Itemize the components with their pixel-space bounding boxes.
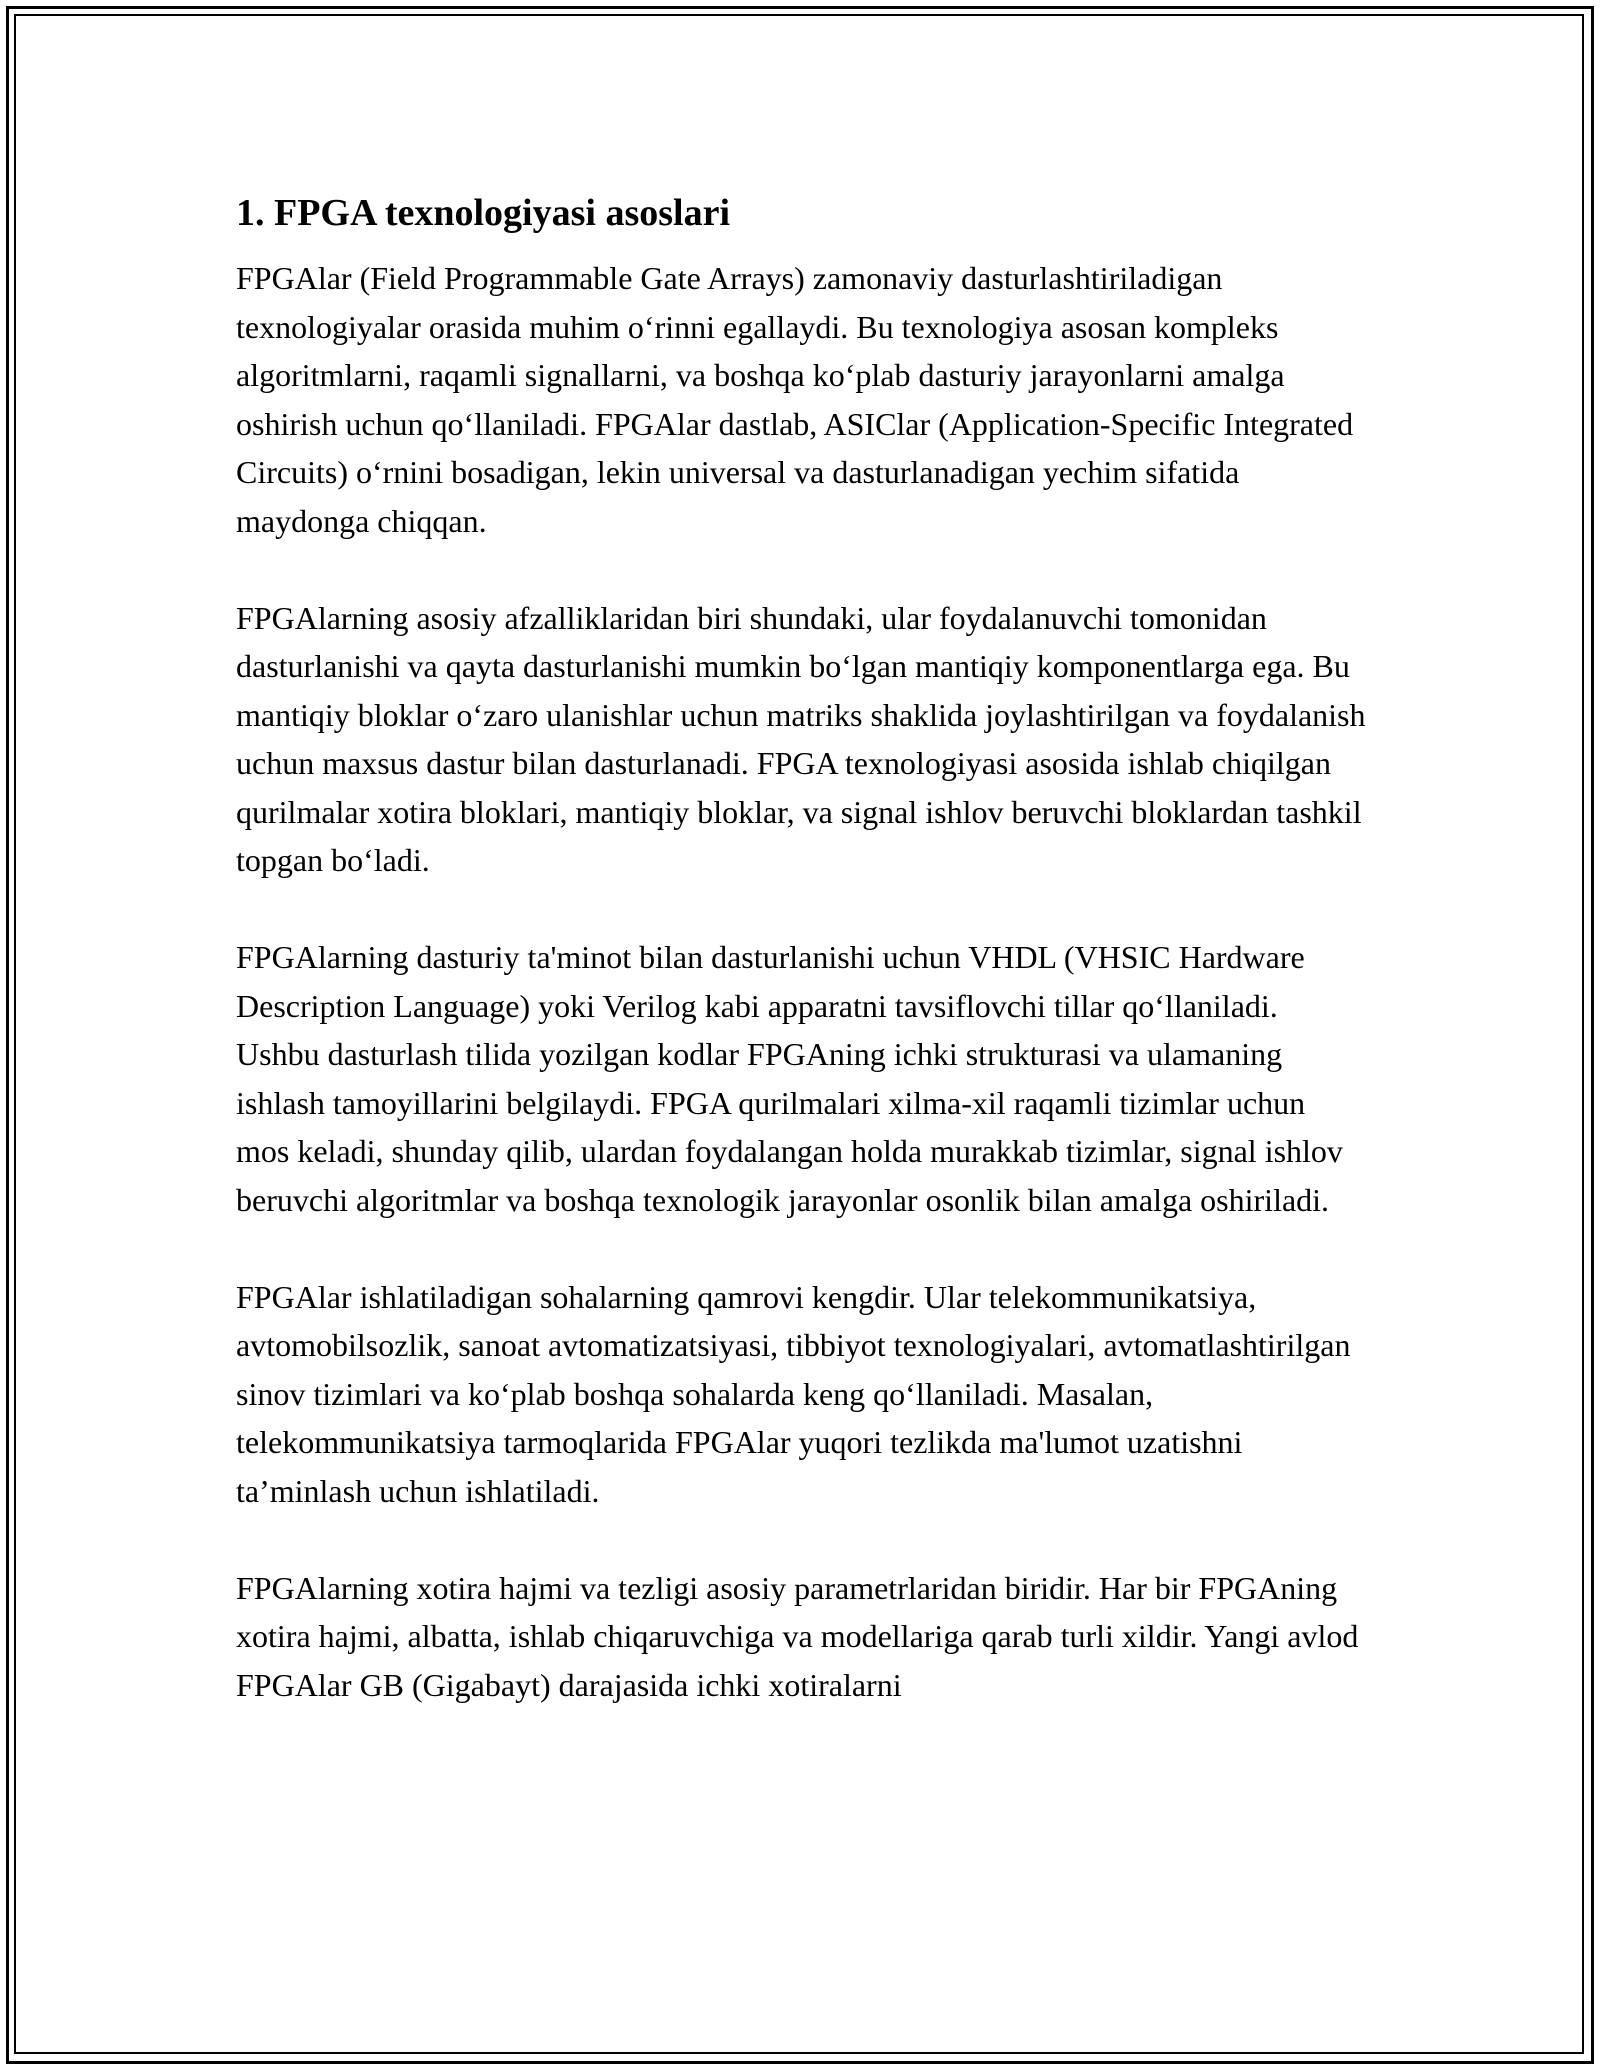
section-title: 1. FPGA texnologiyasi asoslari: [236, 192, 730, 234]
paragraph-3: FPGAlarning dasturiy ta'minot bilan dasturlanishi uchun VHDL (VHSIC Hardware Description Language) yoki Verilog kabi apparatni tavsiflovchi tillar qo‘llaniladi. Ushbu dasturlash tilida yozilgan kodlar FPGAning ichki strukturasi va ulamaning ishlash tamoyillarini belgilaydi. FPGA qurilmalari xilma-xil raqamli tizimlar uchun mos keladi, shunday qilib, ulardan foydalangan holda murakkab tizimlar, signal ishlov beruvchi algoritmlar va boshqa texnologik jarayonlar osonlik bilan amalga oshiriladi.: [236, 939, 1343, 1218]
paragraph-4: FPGAlar ishlatiladigan sohalarning qamrovi kengdir. Ular telekommunikatsiya, avtomobilsozlik, sanoat avtomatizatsiyasi, tibbiyot texnologiyalari, avtomatlashtirilgan sinov tizimlari va ko‘plab boshqa sohalarda keng qo‘llaniladi. Masalan, telekommunikatsiya tarmoqlarida FPGAlar yuqori tezlikda ma'lumot uzatishni ta’minlash uchun ishlatiladi.: [236, 1278, 1351, 1509]
paragraph-2: FPGAlarning asosiy afzalliklaridan biri shundaki, ular foydalanuvchi tomonidan dasturlanishi va qayta dasturlanishi mumkin bo‘lgan mantiqiy komponentlarga ega. Bu mantiqiy bloklar o‘zaro ulanishlar uchun matriks shaklida joylashtirilgan va foydalanish uchun maxsus dastur bilan dasturlanadi. FPGA texnologiyasi asosida ishlab chiqilgan qurilmalar xotira bloklari, mantiqiy bloklar, va signal ishlov beruvchi bloklardan tashkil topgan bo‘ladi.: [236, 599, 1366, 878]
document-body: [236, 186, 1366, 1709]
paragraph-5: FPGAlarning xotira hajmi va tezligi asosiy parametrlaridan biridir. Har bir FPGAning xotira hajmi, albatta, ishlab chiqaruvchiga va modellariga qarab turli xildir. Yangi avlod FPGAlar GB (Gigabayt) darajasida ichki xotiralarni: [236, 1569, 1359, 1703]
paragraph-1: FPGAlar (Field Programmable Gate Arrays) zamonaviy dasturlashtiriladigan texnologiyalar orasida muhim o‘rinni egallaydi. Bu texnologiya asosan kompleks algoritmlarni, raqamli signallarni, va boshqa ko‘plab dasturiy jarayonlarni amalga oshirish uchun qo‘llaniladi. FPGAlar dastlab, ASIClar (Application-Specific Integrated Circuits) o‘rnini bosadigan, lekin universal va dasturlanadigan yechim sifatida maydonga chiqqan.: [236, 260, 1354, 539]
